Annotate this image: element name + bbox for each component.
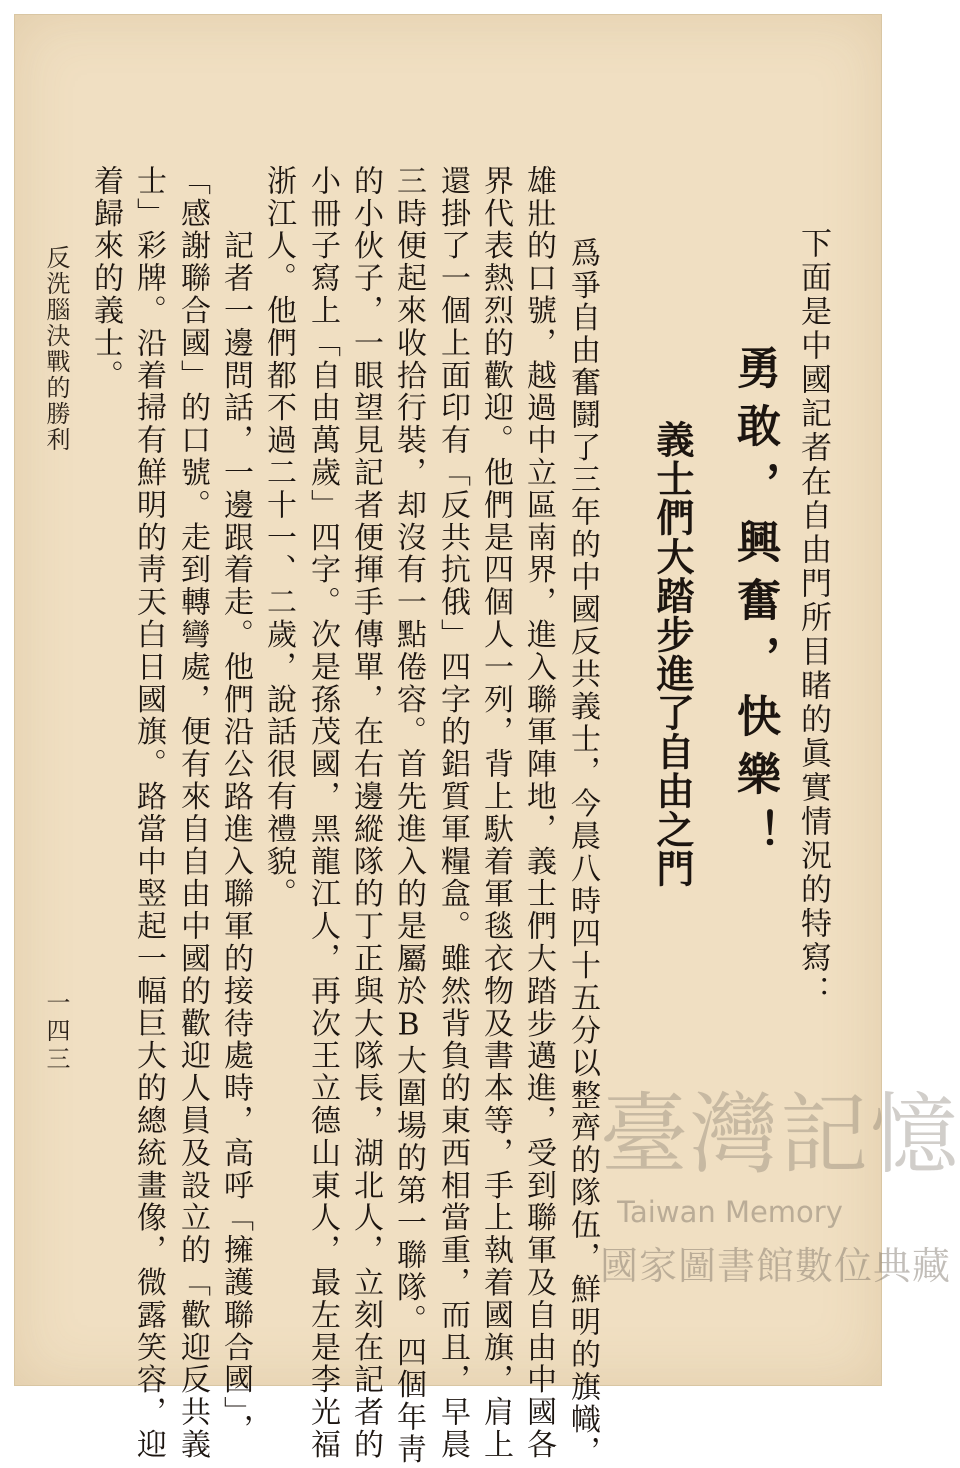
body-column-12: 着歸來的義士。 — [88, 165, 123, 392]
running-title: 反洗腦決戰的勝利 — [42, 245, 70, 453]
heading-secondary: 義士們大踏步進了自由之門 — [650, 420, 695, 888]
body-column-7: 小冊子寫上「自由萬歲」四字。次是孫茂國，黑龍江人，再次王立德山東人，最左是李光福 — [305, 165, 340, 1461]
page-number: 一四三 — [42, 990, 70, 1074]
watermark — [600, 1065, 960, 1290]
watermark-subtitle: 國家圖書館數位典藏 — [600, 1244, 952, 1288]
body-column-4: 還掛了一個上面印有「反共抗俄」四字的鋁質軍糧盒。雖然背負的東西相當重，而且，早晨 — [435, 165, 470, 1461]
body-column-8: 浙江人。他們都不過二十一、二歲，說話很有禮貌。 — [261, 165, 296, 911]
body-column-3: 界代表熱烈的歡迎。他們是四個人一列，背上馱着軍毯衣物及書本等，手上執着國旗，肩上 — [478, 165, 513, 1461]
watermark-english: Taiwan Memory — [617, 1195, 843, 1229]
heading-primary: 勇敢，興奮，快樂！ — [729, 345, 780, 867]
body-column-11: 士」彩牌。沿着掃有鮮明的靑天白日國旗。路當中竪起一幅巨大的總統畫像，微露笑容，迎 — [131, 165, 166, 1461]
intro-line: 下面是中國記者在自由門所目睹的眞實情況的特寫： — [795, 227, 831, 1009]
watermark-chinese: 臺灣記憶 — [600, 1083, 960, 1186]
body-column-5: 三時便起來收拾行裝，却沒有一點倦容。首先進入的是屬於B大圍場的第一聯隊。四個年靑 — [391, 165, 426, 1466]
body-column-1: 爲爭自由奮鬪了三年的中國反共義士，今晨八時四十五分以整齊的隊伍，鮮明的旗幟， — [565, 237, 600, 1468]
body-column-10: 「感謝聯合國」的口號。走到轉彎處，便有來自自由中國的歡迎人員及設立的「歡迎反共義 — [175, 165, 210, 1461]
body-column-2: 雄壯的口號，越過中立區南界，進入聯軍陣地，義士們大踏步邁進，受到聯軍及自由中國各 — [521, 165, 556, 1461]
document-page — [14, 14, 960, 1468]
body-column-6: 的小伙子，一眼望見記者便揮手傳單，在右邊縱隊的丁正與大隊長，湖北人，立刻在記者的 — [348, 165, 383, 1461]
body-column-9: 記者一邊問話，一邊跟着走。他們沿公路進入聯軍的接待處時，高呼「擁護聯合國」， — [218, 165, 253, 1446]
